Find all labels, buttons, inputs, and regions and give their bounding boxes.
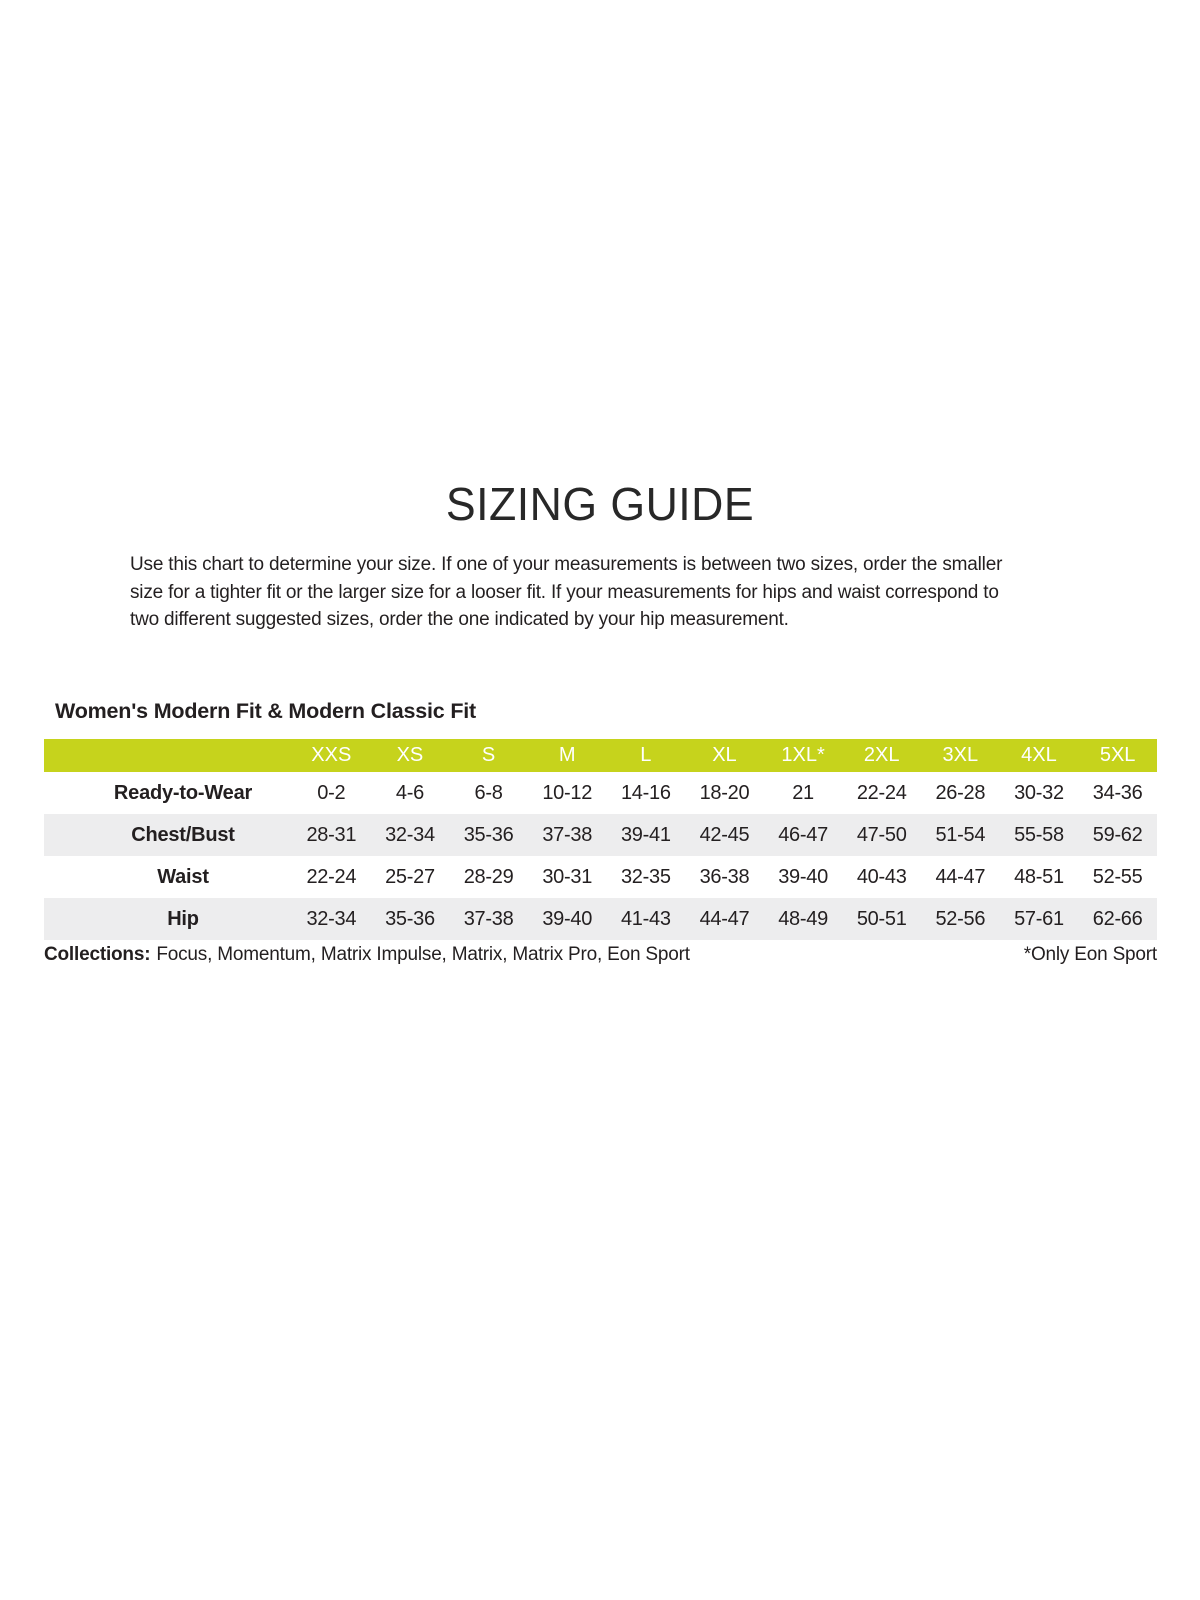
cell-ready-to-wear-1xl: 21	[792, 781, 814, 804]
cell-hip-s: 37-38	[463, 907, 514, 930]
cell-hip-xs: 35-36	[385, 907, 435, 930]
intro-line-2: size for a tighter fit or the larger size for a looser fit. If your measurements for hips and waist correspond to	[130, 581, 999, 603]
collections-list: Focus, Momentum, Matrix Impulse, Matrix, Matrix Pro, Eon Sport	[156, 944, 690, 965]
footnote: *Only Eon Sport	[1023, 944, 1157, 965]
cell-chest-bust-3xl: 51-54	[935, 823, 986, 846]
collections-text	[44, 943, 690, 967]
cell-ready-to-wear-m: 10-12	[542, 781, 593, 804]
cell-hip-3xl: 52-56	[935, 907, 986, 930]
table-row-ready-to-wear	[44, 772, 1157, 814]
cell-hip-2xl: 50-51	[856, 907, 907, 930]
header-corner-cell	[44, 739, 292, 772]
row-label-ready-to-wear: Ready-to-Wear	[113, 781, 253, 804]
cell-ready-to-wear-4xl: 30-32	[1014, 781, 1064, 804]
table-row-chest-bust	[44, 814, 1157, 856]
cell-chest-bust-5xl: 59-62	[1092, 823, 1143, 846]
cell-chest-bust-m: 37-38	[542, 823, 593, 846]
cell-waist-3xl: 44-47	[935, 865, 986, 888]
cell-chest-bust-xxs: 28-31	[306, 823, 357, 846]
cell-ready-to-wear-s: 6-8	[474, 781, 503, 804]
collections-row	[44, 943, 1157, 967]
cell-hip-m: 39-40	[542, 907, 593, 930]
cell-chest-bust-s: 35-36	[463, 823, 514, 846]
header-cell-1xl: 1XL*	[764, 739, 843, 772]
table-row-waist	[44, 856, 1157, 898]
cell-waist-xxs: 22-24	[306, 865, 357, 888]
row-label-chest-bust: Chest/Bust	[131, 823, 235, 846]
row-label-waist: Waist	[157, 865, 209, 888]
cell-waist-4xl: 48-51	[1014, 865, 1064, 888]
collections-label: Collections:	[44, 944, 151, 965]
cell-waist-2xl: 40-43	[856, 865, 907, 888]
sizing-table	[44, 739, 1157, 940]
header-cell-4xl: 4XL	[1000, 739, 1079, 772]
cell-waist-xs: 25-27	[385, 865, 435, 888]
cell-waist-m: 30-31	[542, 865, 593, 888]
cell-waist-xl: 36-38	[699, 865, 750, 888]
header-cell-s: S	[449, 739, 528, 772]
cell-waist-1xl: 39-40	[778, 865, 828, 888]
cell-ready-to-wear-2xl: 22-24	[856, 781, 907, 804]
cell-ready-to-wear-3xl: 26-28	[935, 781, 986, 804]
table-row-hip	[44, 898, 1157, 940]
header-cell-l: L	[607, 739, 686, 772]
cell-chest-bust-4xl: 55-58	[1014, 823, 1064, 846]
intro-paragraph	[130, 551, 1070, 634]
cell-ready-to-wear-xs: 4-6	[395, 781, 424, 804]
cell-ready-to-wear-xxs: 0-2	[317, 781, 346, 804]
cell-chest-bust-l: 39-41	[620, 823, 671, 846]
intro-line-1: Use this chart to determine your size. If one of your measurements is between two sizes, order the smaller	[130, 554, 1003, 575]
cell-waist-l: 32-35	[620, 865, 671, 888]
cell-ready-to-wear-xl: 18-20	[699, 781, 750, 804]
page-title: SIZING GUIDE	[445, 478, 755, 530]
header-cell-m: M	[528, 739, 607, 772]
header-cell-2xl: 2XL	[842, 739, 921, 772]
cell-ready-to-wear-5xl: 34-36	[1092, 781, 1143, 804]
header-cell-3xl: 3XL	[921, 739, 1000, 772]
cell-chest-bust-xs: 32-34	[385, 823, 435, 846]
cell-hip-l: 41-43	[620, 907, 671, 930]
header-cell-5xl: 5XL	[1078, 739, 1157, 772]
row-label-hip: Hip	[167, 907, 199, 930]
cell-hip-5xl: 62-66	[1092, 907, 1143, 930]
cell-chest-bust-2xl: 47-50	[856, 823, 907, 846]
cell-hip-1xl: 48-49	[778, 907, 828, 930]
cell-ready-to-wear-l: 14-16	[620, 781, 671, 804]
header-cell-xxs: XXS	[292, 739, 371, 772]
cell-waist-5xl: 52-55	[1092, 865, 1143, 888]
cell-chest-bust-xl: 42-45	[699, 823, 750, 846]
cell-chest-bust-1xl: 46-47	[778, 823, 828, 846]
cell-hip-xl: 44-47	[699, 907, 750, 930]
section-title: Women's Modern Fit & Modern Classic Fit	[55, 699, 476, 723]
intro-line-3: two different suggested sizes, order the one indicated by your hip measurement.	[130, 609, 789, 630]
cell-hip-xxs: 32-34	[306, 907, 357, 930]
cell-waist-s: 28-29	[463, 865, 514, 888]
header-cell-xl: XL	[685, 739, 764, 772]
cell-hip-4xl: 57-61	[1014, 907, 1064, 930]
header-cell-xs: XS	[371, 739, 450, 772]
size-header-row	[44, 739, 1157, 772]
